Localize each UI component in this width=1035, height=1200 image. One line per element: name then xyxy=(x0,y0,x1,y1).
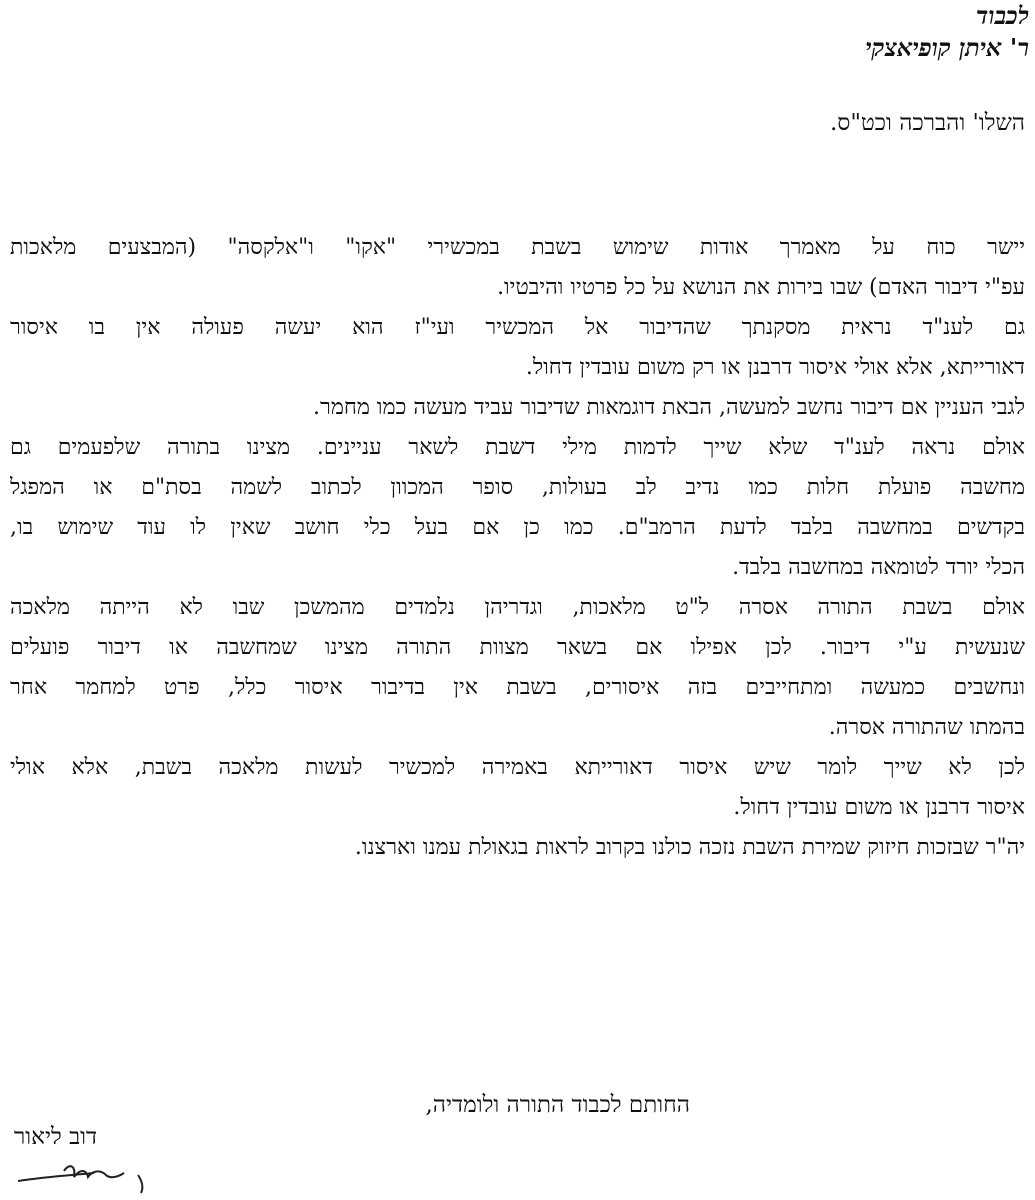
body-line: לגבי העניין אם דיבור נחשב למעשה, הבאת דוגמאות שדיבור עביד מעשה כמו מחמר. xyxy=(313,395,1025,420)
body-line: שנעשית ע"י דיבור. לכן אפילו אם בשאר מצוות התורה מצינו שמחשבה או דיבור פועלים xyxy=(10,635,1025,660)
addressee-salutation: לכבוד xyxy=(975,1,1029,30)
body-line: לכן לא שייך לומר שיש איסור דאורייתא באמירה למכשיר לעשות מלאכה בשבת, אלא אולי xyxy=(10,755,1025,780)
body-line: ונחשבים כמעשה ומתחייבים בזה איסורים, בשבת אין בדיבור איסור כלל, פרט למחמר אחר xyxy=(10,675,1025,700)
letter-body xyxy=(10,228,1025,868)
body-line: דאורייתא, אלא אולי איסור דרבנן או רק משום עובדין דחול. xyxy=(525,355,1025,380)
body-line: איסור דרבנן או משום עובדין דחול. xyxy=(733,795,1025,820)
addressee-block xyxy=(629,0,1029,64)
body-line: בהמתו שהתורה אסרה. xyxy=(828,715,1025,740)
body-line: אולם נראה לענ"ד שלא שייך לדמות מילי דשבת לשאר עניינים. מצינו בתורה שלפעמים גם xyxy=(10,435,1025,460)
addressee-name: ר' איתן קופיאצקי xyxy=(865,33,1029,62)
body-line: עפ"י דיבור האדם) שבו בירות את הנושא על כל פרטיו והיבטיו. xyxy=(497,275,1025,300)
body-line: בקדשים במחשבה בלבד לדעת הרמב"ם. כמו כן אם בעל כלי חושב שאין לו עוד שימוש בו, xyxy=(10,515,1025,540)
signer-name: דוב ליאור xyxy=(14,1124,98,1150)
closing-line: החותם לכבוד התורה ולומדיה, xyxy=(425,1092,690,1118)
greeting: השלו' והברכה וכט"ס. xyxy=(829,110,1025,136)
body-line: יה"ר שבזכות חיזוק שמירת השבת נזכה כולנו בקרוב לראות בגאולת עמנו וארצנו. xyxy=(354,835,1025,860)
body-line: גם לענ"ד נראית מסקנתך שהדיבור אל המכשיר ועי"ז הוא יעשה פעולה אין בו איסור xyxy=(10,315,1025,340)
handwritten-signature xyxy=(14,1155,174,1195)
body-line: מחשבה פועלת חלות כמו נדיב לב בעולות, סופר המכוון לכתוב לשמה בסת"ם או המפגל xyxy=(10,475,1025,500)
body-line: אולם בשבת התורה אסרה ל"ט מלאכות, וגדריהן נלמדים מהמשכן שבו לא הייתה מלאכה xyxy=(10,595,1025,620)
body-line: הכלי יורד לטומאה במחשבה בלבד. xyxy=(732,555,1025,580)
body-line: יישר כוח על מאמרך אודות שימוש בשבת במכשירי "אקו" ו"אלקסה" (המבצעים מלאכות xyxy=(10,235,1025,260)
